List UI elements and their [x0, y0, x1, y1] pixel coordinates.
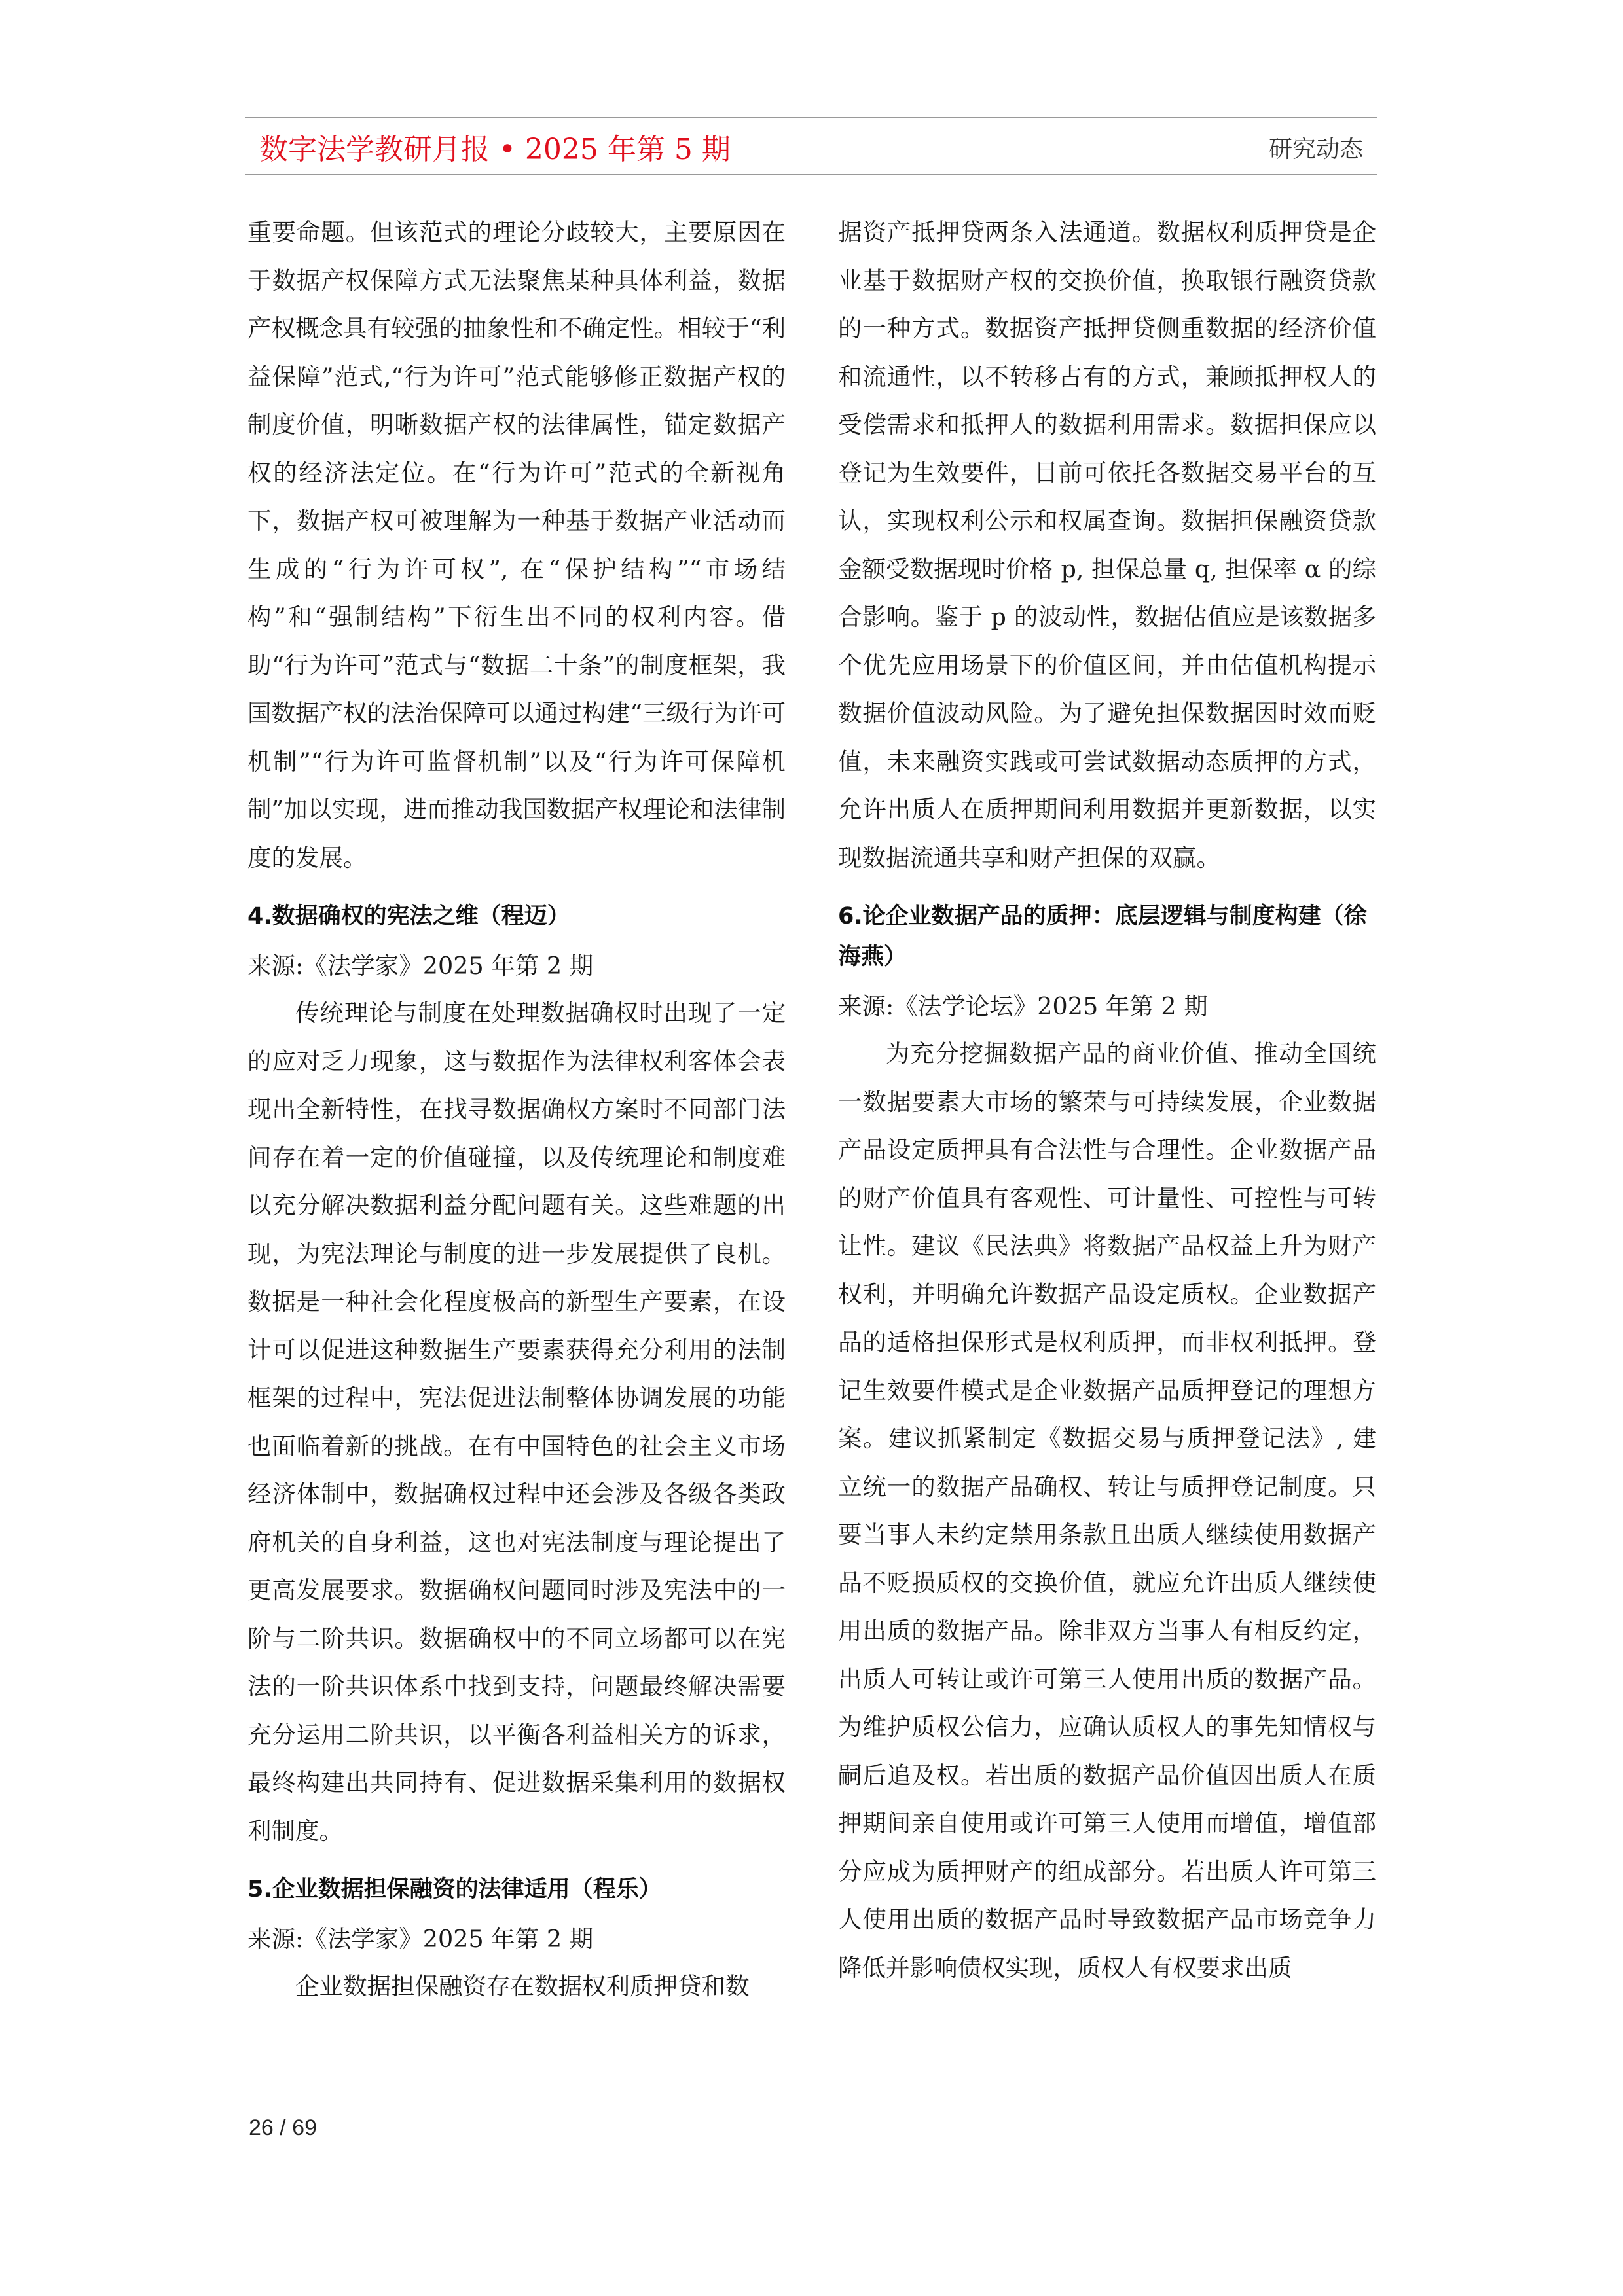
article-5-abstract-start: 企业数据担保融资存在数据权利质押贷和数 — [295, 1972, 750, 2000]
article-4-source: 来源:《法学家》2025 年第 2 期 — [247, 952, 594, 980]
journal-title: 数字法学教研月报 • 2025 年第 5 期 — [259, 133, 731, 166]
section-label: 研究动态 — [1268, 136, 1363, 163]
left-column — [247, 208, 786, 2011]
article-6-title: 6.论企业数据产品的质押：底层逻辑与制度构建（徐海燕） — [838, 903, 1367, 970]
page-number: 26 / 69 — [249, 2115, 317, 2140]
page-header — [245, 117, 1377, 175]
article-5-source: 来源:《法学家》2025 年第 2 期 — [247, 1925, 594, 1953]
right-column — [838, 208, 1376, 1992]
article-5-title: 5.企业数据担保融资的法律适用（程乐） — [247, 1876, 662, 1903]
continued-paragraph: 重要命题。但该范式的理论分歧较大，主要原因在于数据产权保障方式无法聚焦某种具体利益，数据产权概念具有较强的抽象性和不确定性。相较于“利益保障”范式,“行为许可”范式能够修正数据产权的制度价值，明晰数据产权的法律属性，锚定数据产权的经济法定位。在“行为许可”范式的全新视角下，数据产权可被理解为一种基于数据产业活动而生成的“行为许可权”, 在“保护结构”“市场结构”和“强制结构”下衍生出不同的权利内容。借助“行为许可”范式与“数据二十条”的制度框架，我国数据产权的法治保障可以通过构建“三级行为许可机制”“行为许可监督机制”以及“行为许可保障机制”加以实现，进而推动我国数据产权理论和法律制度的发展。 — [247, 218, 786, 872]
article-4-title: 4.数据确权的宪法之维（程迈） — [247, 903, 570, 929]
article-5-abstract-continued: 据资产抵押贷两条入法通道。数据权利质押贷是企业基于数据财产权的交换价值，换取银行融资贷款的一种方式。数据资产抵押贷侧重数据的经济价值和流通性，以不转移占有的方式，兼顾抵押权人的受偿需求和抵押人的数据利用需求。数据担保应以登记为生效要件，目前可依托各数据交易平台的互认，实现权利公示和权属查询。数据担保融资贷款金额受数据现时价格 p, 担保总量 q, 担保率 α 的综合影响。鉴于 p 的波动性，数据估值应是该数据多个优先应用场景下的价值区间，并由估值机构提示数据价值波动风险。为了避免担保数据因时效而贬值，未来融资实践或可尝试数据动态质押的方式，允许出质人在质押期间利用数据并更新数据，以实现数据流通共享和财产担保的双赢。 — [838, 218, 1376, 872]
article-4-abstract: 传统理论与制度在处理数据确权时出现了一定的应对乏力现象，这与数据作为法律权利客体会表现出全新特性，在找寻数据确权方案时不同部门法间存在着一定的价值碰撞，以及传统理论和制度难以充分解决数据利益分配问题有关。这些难题的出现，为宪法理论与制度的进一步发展提供了良机。数据是一种社会化程度极高的新型生产要素，在设计可以促进这种数据生产要素获得充分利用的法制框架的过程中，宪法促进法制整体协调发展的功能也面临着新的挑战。在有中国特色的社会主义市场经济体制中，数据确权过程中还会涉及各级各类政府机关的自身利益，这也对宪法制度与理论提出了更高发展要求。数据确权问题同时涉及宪法中的一阶与二阶共识。数据确权中的不同立场都可以在宪法的一阶共识体系中找到支持，问题最终解决需要充分运用二阶共识，以平衡各利益相关方的诉求，最终构建出共同持有、促进数据采集利用的数据权利制度。 — [247, 999, 786, 1845]
article-6-source: 来源:《法学论坛》2025 年第 2 期 — [838, 992, 1208, 1020]
article-6-abstract: 为充分挖掘数据产品的商业价值、推动全国统一数据要素大市场的繁荣与可持续发展，企业数据产品设定质押具有合法性与合理性。企业数据产品的财产价值具有客观性、可计量性、可控性与可转让性。建议《民法典》将数据产品权益上升为财产权利，并明确允许数据产品设定质权。企业数据产品的适格担保形式是权利质押，而非权利抵押。登记生效要件模式是企业数据产品质押登记的理想方案。建议抓紧制定《数据交易与质押登记法》, 建立统一的数据产品确权、转让与质押登记制度。只要当事人未约定禁用条款且出质人继续使用数据产品不贬损质权的交换价值，就应允许出质人继续使用出质的数据产品。除非双方当事人有相反约定，出质人可转让或许可第三人使用出质的数据产品。为维护质权公信力，应确认质权人的事先知情权与嗣后追及权。若出质的数据产品价值因出质人在质押期间亲自使用或许可第三人使用而增值，增值部分应成为质押财产的组成部分。若出质人许可第三人使用出质的数据产品时导致数据产品市场竞争力降低并影响债权实现，质权人有权要求出质 — [838, 1039, 1376, 1982]
